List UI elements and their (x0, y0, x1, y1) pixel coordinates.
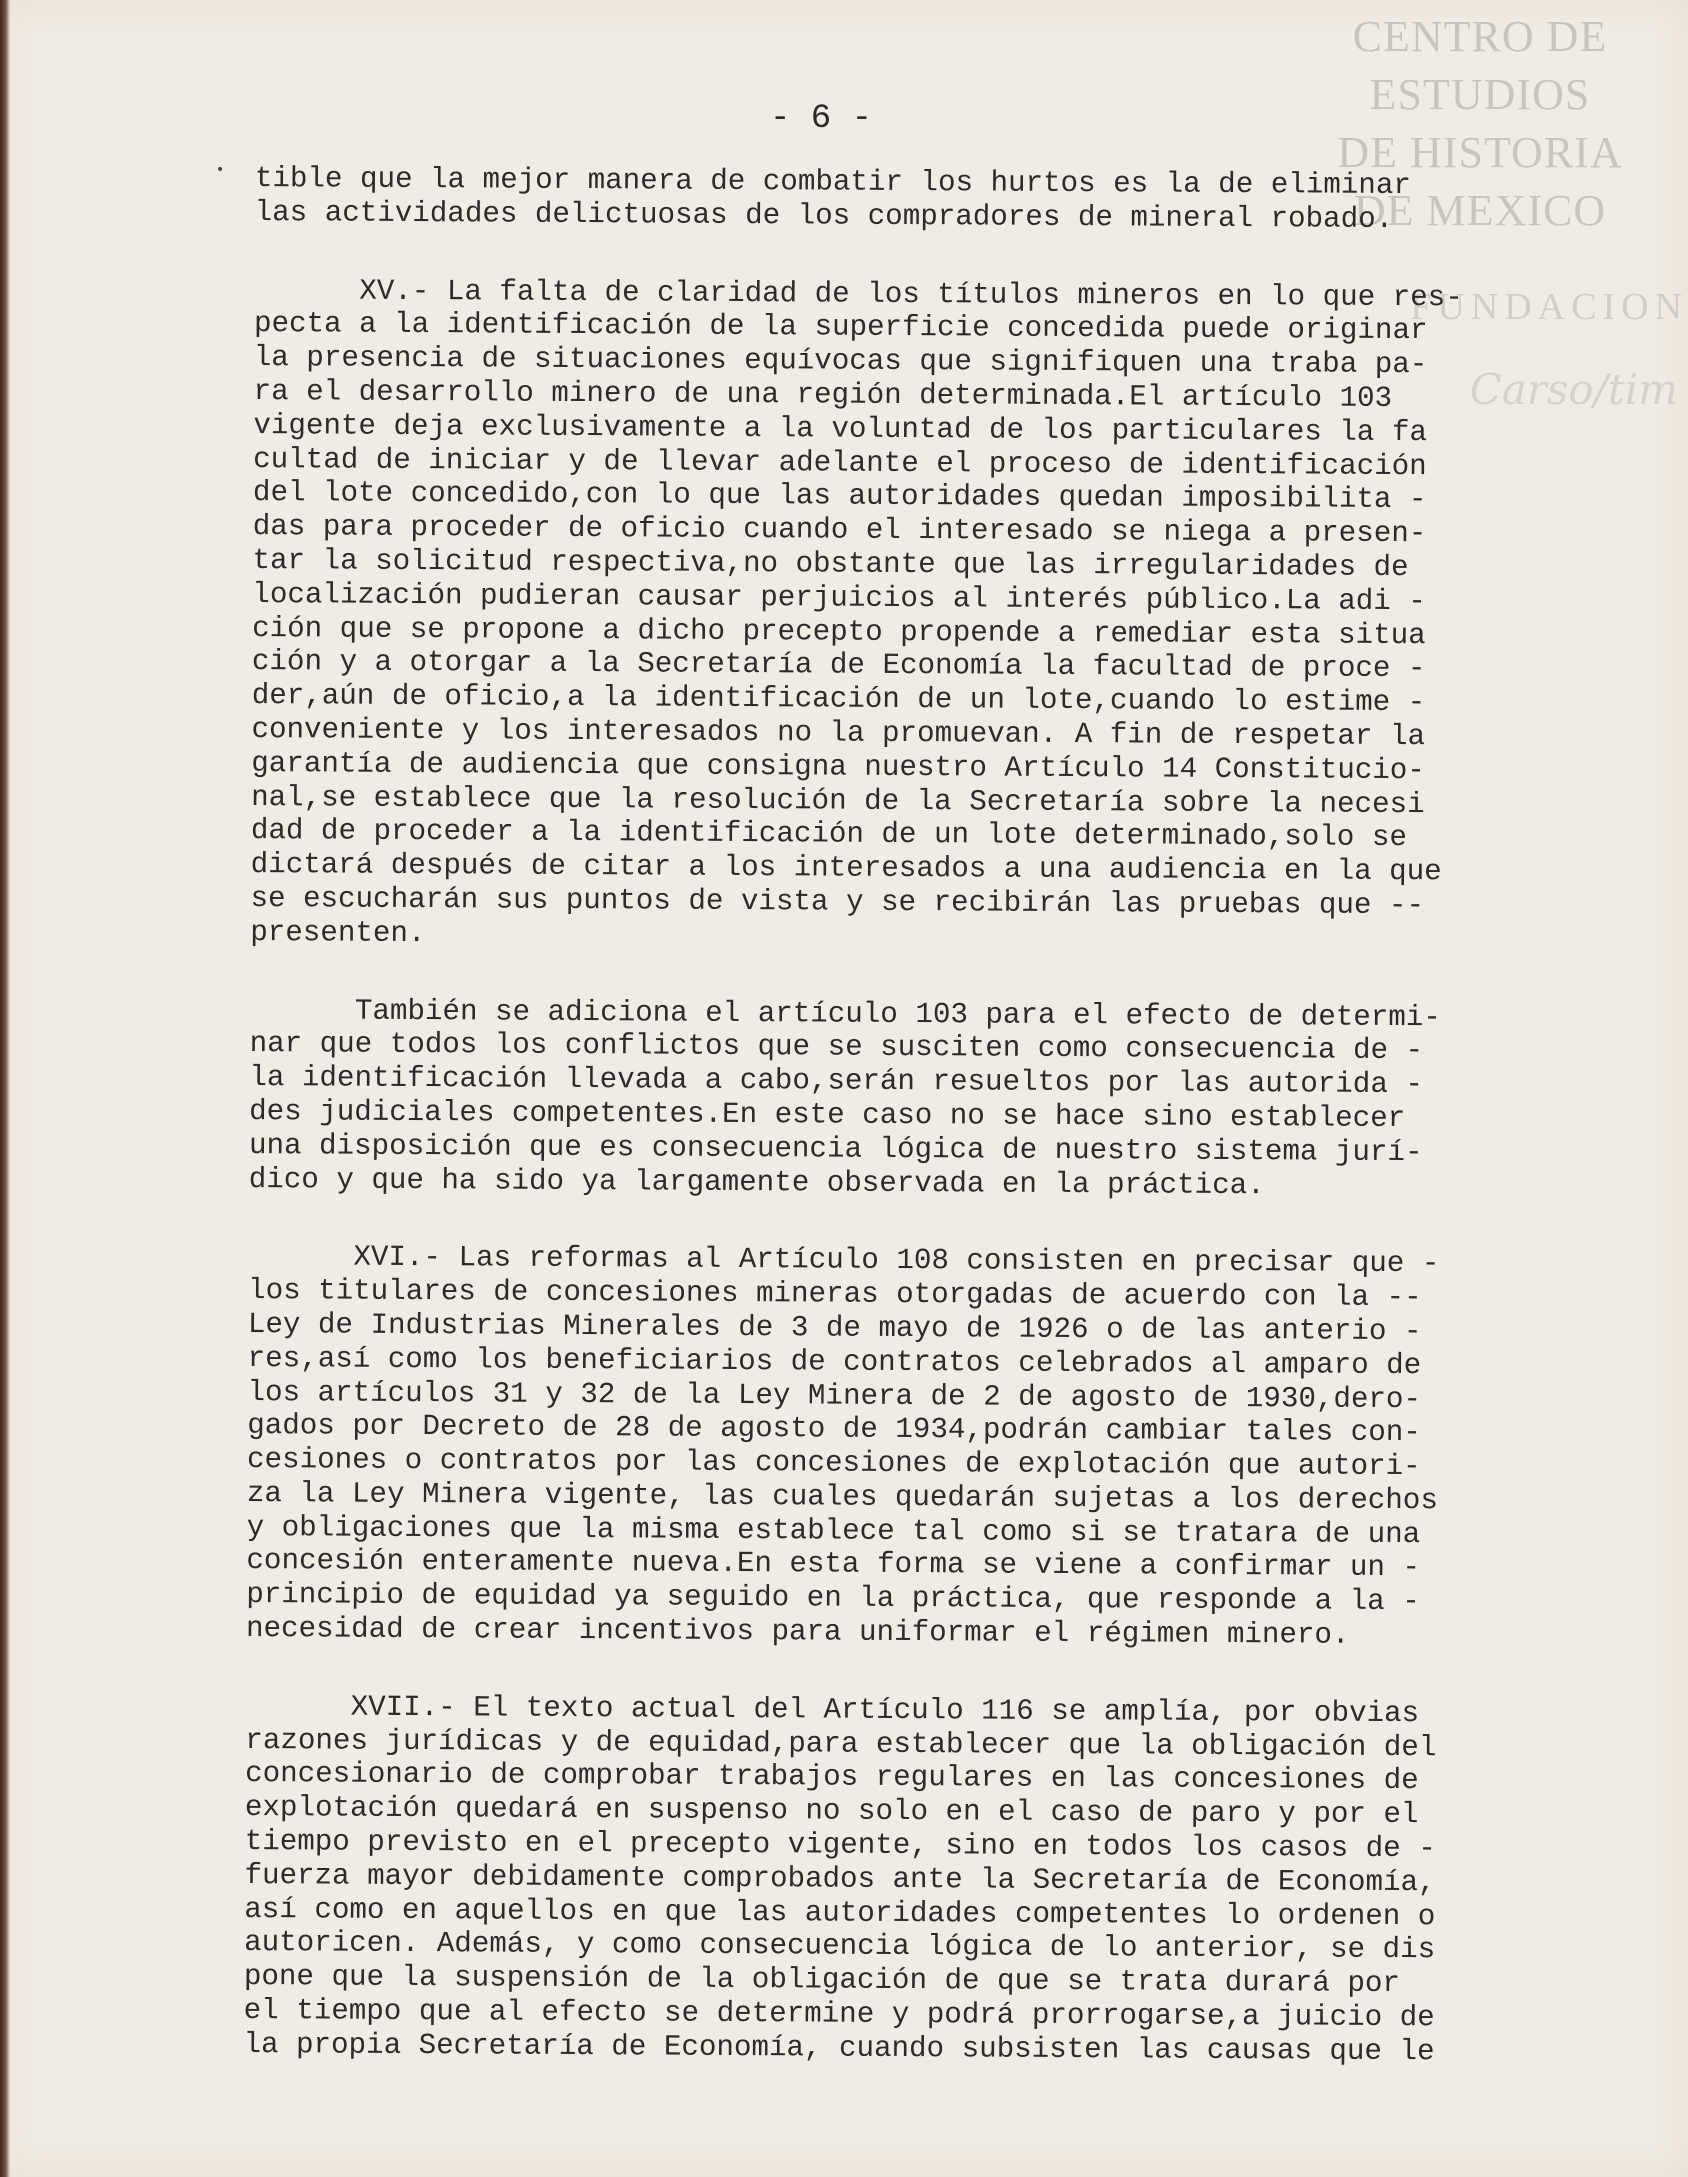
text-line: pone que la suspensión de la obligación de que se trata durará por (243, 1960, 1401, 2001)
text-line: los titulares de concesiones mineras otorgadas de acuerdo con la -- (248, 1274, 1422, 1315)
text-line: así como en aquellos en que las autoridades competentes lo ordenen o (244, 1892, 1436, 1933)
paragraph (246, 1240, 1618, 1654)
text-line: localización pudieran causar perjuicios al interés público.La adi - (252, 577, 1426, 618)
text-line: el tiempo que al efecto se determine y podrá prorrogarse,a juicio de (243, 1994, 1435, 2035)
margin-mark: • (216, 162, 225, 178)
watermark-line: DE MEXICO (1353, 186, 1607, 235)
text-line: necesidad de crear incentivos para uniformar el régimen minero. (245, 1612, 1350, 1652)
text-line: se escucharán sus puntos de vista y se recibirán las pruebas que -- (250, 881, 1425, 923)
text-line: das para proceder de oficio cuando el interesado se niega a presen- (252, 510, 1427, 551)
text-line: vigente deja exclusivamente a la voluntad de los particulares la fa (253, 408, 1428, 449)
text-line: También se adiciona el artículo 103 para el efecto de determi- (249, 993, 1441, 1034)
watermark-line: ESTUDIOS (1369, 70, 1591, 119)
text-line: pecta a la identificación de la superficie concedida puede originar (253, 307, 1428, 348)
text-line: una disposición que es consecuencia lógica de nuestro sistema jurí- (248, 1128, 1423, 1169)
text-line: Ley de Industrias Minerales de 3 de mayo de 1926 o de las anterio - (247, 1307, 1422, 1349)
text-line: las actividades delictuosas de los compradores de mineral robado. (254, 195, 1394, 236)
text-line: XVI.- Las reformas al Artículo 108 consisten en precisar que - (248, 1240, 1440, 1281)
text-line: presenten. (250, 915, 426, 950)
watermark-fundacion: FUNDACION (1410, 286, 1688, 328)
text-line: dico y que ha sido ya largamente observada en la práctica. (248, 1162, 1265, 1202)
text-line: ción que se propone a dicho precepto propende a remediar esta situa (252, 611, 1426, 652)
text-line: concesionario de comprobar trabajos regulares en las concesiones de (245, 1757, 1419, 1798)
text-line: cesiones o contratos por las concesiones de explotación que autori- (246, 1443, 1421, 1484)
text-line: dictará después de citar a los interesados a una audiencia en la que (250, 848, 1442, 889)
text-line: fuerza mayor debidamente comprobados ante la Secretaría de Economía, (244, 1858, 1436, 1900)
text-line: XVII.- El texto actual del Artículo 116 se amplía, por obvias (245, 1689, 1420, 1731)
paragraph (250, 274, 1624, 958)
text-line: nar que todos los conflictos que se susciten como consecuencia de - (249, 1027, 1424, 1068)
text-line: tar la solicitud respectiva,no obstante que las irregularidades de (252, 543, 1409, 585)
text-line: der,aún de oficio,a la identificación de un lote,cuando lo estime - (251, 679, 1426, 720)
text-line: gados por Decreto de 28 de agosto de 1934,podrán cambiar tales con- (247, 1409, 1421, 1450)
page-edge (0, 0, 10, 2177)
text-line: explotación quedará en suspenso no solo en el caso de paro y por el (244, 1791, 1419, 1832)
paragraph (243, 1690, 1615, 2070)
body-text (243, 162, 1625, 2070)
text-line: ra el desarrollo minero de una región determinada.El artículo 103 (253, 374, 1393, 415)
text-line: la presencia de situaciones equívocas que signifiquen una traba pa- (253, 341, 1428, 382)
text-line: autoricen. Además, y como consecuencia lógica de lo anterior, se dis (244, 1926, 1436, 1967)
page-number: - 6 - (770, 100, 873, 138)
watermark-signature: Carso/tim (1469, 365, 1678, 414)
text-line: concesión enteramente nueva.En esta forma se viene a confirmar un - (246, 1544, 1421, 1585)
paragraph (249, 994, 1620, 1205)
text-line: za la Ley Minera vigente, las cuales quedarán sujetas a los derechos (246, 1476, 1438, 1518)
text-line: nal,se establece que la resolución de la Secretaría sobre la necesi (251, 780, 1425, 821)
text-line: conveniente y los interesados no la promuevan. A fin de respetar la (251, 712, 1426, 754)
watermark-line: CENTRO DE (1352, 12, 1608, 61)
paragraph (255, 162, 1625, 238)
text-line: des judiciales competentes.En este caso no se hace sino establecer (249, 1094, 1406, 1135)
text-line: garantía de audiencia que consigna nuestro Artículo 14 Constitucio- (251, 746, 1425, 787)
text-line: del lote concedido,con lo que las autoridades quedan imposibilita - (252, 476, 1427, 517)
text-line: ción y a otorgar a la Secretaría de Economía la facultad de proce - (251, 645, 1426, 686)
text-line: la identificación llevada a cabo,serán resueltos por las autorida - (249, 1061, 1424, 1102)
text-line: razones jurídicas y de equidad,para establecer que la obligación del (245, 1723, 1437, 1764)
text-line: dad de proceder a la identificación de un lote determinado,solo se (250, 814, 1408, 855)
text-line: res,así como los beneficiarios de contratos celebrados al amparo de (247, 1341, 1422, 1382)
text-line: tible que la mejor manera de combatir los hurtos es la de eliminar (254, 162, 1411, 203)
text-line: XV.- La falta de claridad de los títulos mineros en lo que res- (254, 273, 1463, 314)
text-line: tiempo previsto en el precepto vigente, sino en todos los casos de - (244, 1825, 1436, 1866)
text-line: cultad de iniciar y de llevar adelante el proceso de identificación (253, 442, 1427, 483)
text-line: los artículos 31 y 32 de la Ley Minera de 2 de agosto de 1930,dero- (247, 1375, 1422, 1416)
text-line: principio de equidad ya seguido en la práctica, que responde a la - (246, 1578, 1420, 1619)
watermark-line: DE HISTORIA (1337, 128, 1623, 177)
text-line: la propia Secretaría de Economía, cuando subsisten las causas que le (243, 2027, 1435, 2069)
text-line: y obligaciones que la misma establece tal como si se tratara de una (246, 1510, 1421, 1551)
